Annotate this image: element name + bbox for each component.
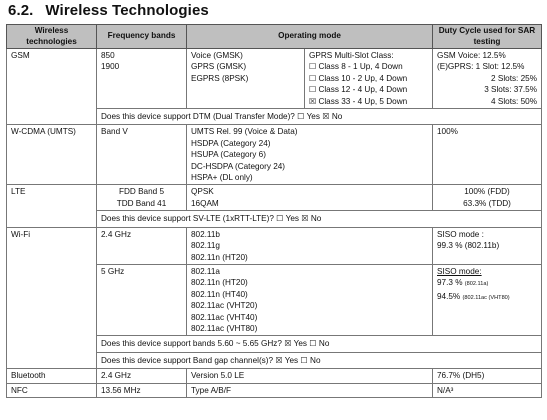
wireless-technologies-table <box>6 24 542 398</box>
gsm-modes <box>187 49 305 109</box>
gsm-mode: EGPRS (8PSK) <box>191 73 249 83</box>
lte-modes <box>187 185 433 211</box>
header-duty: Duty Cycle used for SAR testing <box>433 25 542 49</box>
header-freq: Frequency bands <box>97 25 187 49</box>
wifi-mode: 802.11b <box>191 229 220 239</box>
gsm-band: 1900 <box>101 62 120 72</box>
wifi-name: Wi-Fi <box>7 227 97 368</box>
bluetooth-row <box>7 369 542 383</box>
nfc-name: NFC <box>7 383 97 397</box>
nfc-band: 13.56 MHz <box>97 383 187 397</box>
wifi-mode: 802.11ac (VHT20) <box>191 301 258 311</box>
wifi-mode: 802.11n (HT20) <box>191 278 248 288</box>
multislot-label: Class 8 - 1 Up, 4 Down <box>318 62 403 72</box>
wcdma-modes <box>187 125 433 185</box>
wcdma-mode: UMTS Rel. 99 (Voice & Data) <box>191 127 298 137</box>
multislot-label: Class 33 - 4 Up, 5 Down <box>318 96 408 106</box>
lte-bands <box>97 185 187 211</box>
bluetooth-name: Bluetooth <box>7 369 97 383</box>
wifi-mode: 802.11g <box>191 241 220 251</box>
wifi-mode: 802.11n (HT40) <box>191 289 248 299</box>
gsm-duty-line: GSM Voice: 12.5% <box>437 51 506 60</box>
multislot-title: GPRS Multi-Slot Class: <box>309 51 394 60</box>
svlte-question: Does this device support SV-LTE (1xRTT-LTE)? ☐ Yes ☒ No <box>97 211 542 227</box>
wcdma-mode: HSPA+ (DL only) <box>191 173 253 183</box>
wifi-modes-24 <box>187 227 433 264</box>
gsm-multislot <box>305 49 433 109</box>
wcdma-mode: DC-HSDPA (Category 24) <box>191 161 286 171</box>
multislot-option <box>309 84 428 95</box>
lte-band: FDD Band 5 <box>118 187 165 197</box>
gsm-duty-line: (E)GPRS: 1 Slot: 12.5% <box>437 62 525 72</box>
header-mode: Operating mode <box>187 25 433 49</box>
bluetooth-duty: 76.7% (DH5) <box>433 369 542 383</box>
gsm-name: GSM <box>7 49 97 125</box>
gsm-duty-line: 4 Slots: 50% <box>491 96 537 106</box>
checkbox-icon: ☐ <box>309 85 317 95</box>
section-title: Wireless Technologies <box>45 2 209 19</box>
bluetooth-band: 2.4 GHz <box>97 369 187 383</box>
gsm-bands <box>97 49 187 109</box>
multislot-label: Class 10 - 2 Up, 4 Down <box>318 73 408 83</box>
checkbox-icon: ☐ <box>309 73 317 83</box>
wifi-duty-note: (802.11a) <box>464 281 489 288</box>
header-tech: Wireless technologies <box>7 25 97 49</box>
gsm-mode: Voice (GMSK) <box>191 51 243 60</box>
multislot-label: Class 12 - 4 Up, 4 Down <box>318 85 408 95</box>
multislot-option <box>309 61 428 72</box>
lte-row <box>7 185 542 211</box>
band-560-question: Does this device support bands 5.60 ~ 5.65 GHz? ☒ Yes ☐ No <box>97 336 542 352</box>
gsm-row <box>7 49 542 109</box>
lte-band: TDD Band 41 <box>116 198 167 208</box>
wifi-duty-value: 97.3 % <box>437 278 463 288</box>
wcdma-row <box>7 125 542 185</box>
wcdma-name: W-CDMA (UMTS) <box>7 125 97 185</box>
wifi-duty-line: SISO mode : <box>437 229 484 239</box>
wifi-24-row <box>7 227 542 264</box>
wcdma-band: Band V <box>97 125 187 185</box>
wifi-duty-value: 94.5% <box>437 291 461 301</box>
wifi-mode: 802.11ac (VHT80) <box>191 323 258 333</box>
gsm-duty <box>433 49 542 109</box>
section-number: 6.2. <box>8 2 34 19</box>
gsm-mode: GPRS (GMSK) <box>191 62 247 72</box>
nfc-row <box>7 383 542 397</box>
wifi-band-5: 5 GHz <box>97 264 187 335</box>
bluetooth-mode: Version 5.0 LE <box>187 369 433 383</box>
wifi-duty-line <box>437 291 537 304</box>
wifi-duty-24 <box>433 227 542 264</box>
multislot-option <box>309 96 428 107</box>
wifi-mode: 802.11a <box>191 266 220 276</box>
checked-checkbox-icon: ☒ <box>309 96 317 106</box>
dtm-question: Does this device support DTM (Dual Transfer Mode)? ☐ Yes ☒ No <box>97 109 542 125</box>
wcdma-mode: HSDPA (Category 24) <box>191 138 271 148</box>
header-row <box>7 25 542 49</box>
band-gap-question: Does this device support Band gap channel(s)? ☒ Yes ☐ No <box>97 352 542 368</box>
wcdma-duty: 100% <box>433 125 542 185</box>
wifi-duty-line <box>437 277 537 290</box>
wifi-mode: 802.11n (HT20) <box>191 252 248 262</box>
wifi-duty-note: (802.11ac (VHT80) <box>462 294 510 301</box>
nfc-mode: Type A/B/F <box>187 383 433 397</box>
wifi-duty-line: 99.3 % (802.11b) <box>437 241 500 251</box>
wifi-duty-title: SISO mode: <box>437 266 482 276</box>
gsm-band: 850 <box>101 51 115 60</box>
lte-duty-line: 63.3% (TDD) <box>463 198 511 208</box>
gsm-duty-line: 2 Slots: 25% <box>491 73 537 83</box>
gsm-duty-line: 3 Slots: 37.5% <box>484 85 537 95</box>
wifi-band-24: 2.4 GHz <box>97 227 187 264</box>
lte-name: LTE <box>7 185 97 227</box>
checkbox-icon: ☐ <box>309 62 317 72</box>
nfc-duty: N/A³ <box>433 383 542 397</box>
wcdma-mode: HSUPA (Category 6) <box>191 150 266 160</box>
wifi-modes-5 <box>187 264 433 335</box>
section-heading <box>8 2 209 19</box>
multislot-option <box>309 73 428 84</box>
lte-duty-line: 100% (FDD) <box>464 187 510 197</box>
wifi-mode: 802.11ac (VHT40) <box>191 312 258 322</box>
wifi-duty-5 <box>433 264 542 335</box>
lte-duty <box>433 185 542 211</box>
lte-mode: 16QAM <box>191 198 219 208</box>
lte-mode: QPSK <box>191 187 214 197</box>
